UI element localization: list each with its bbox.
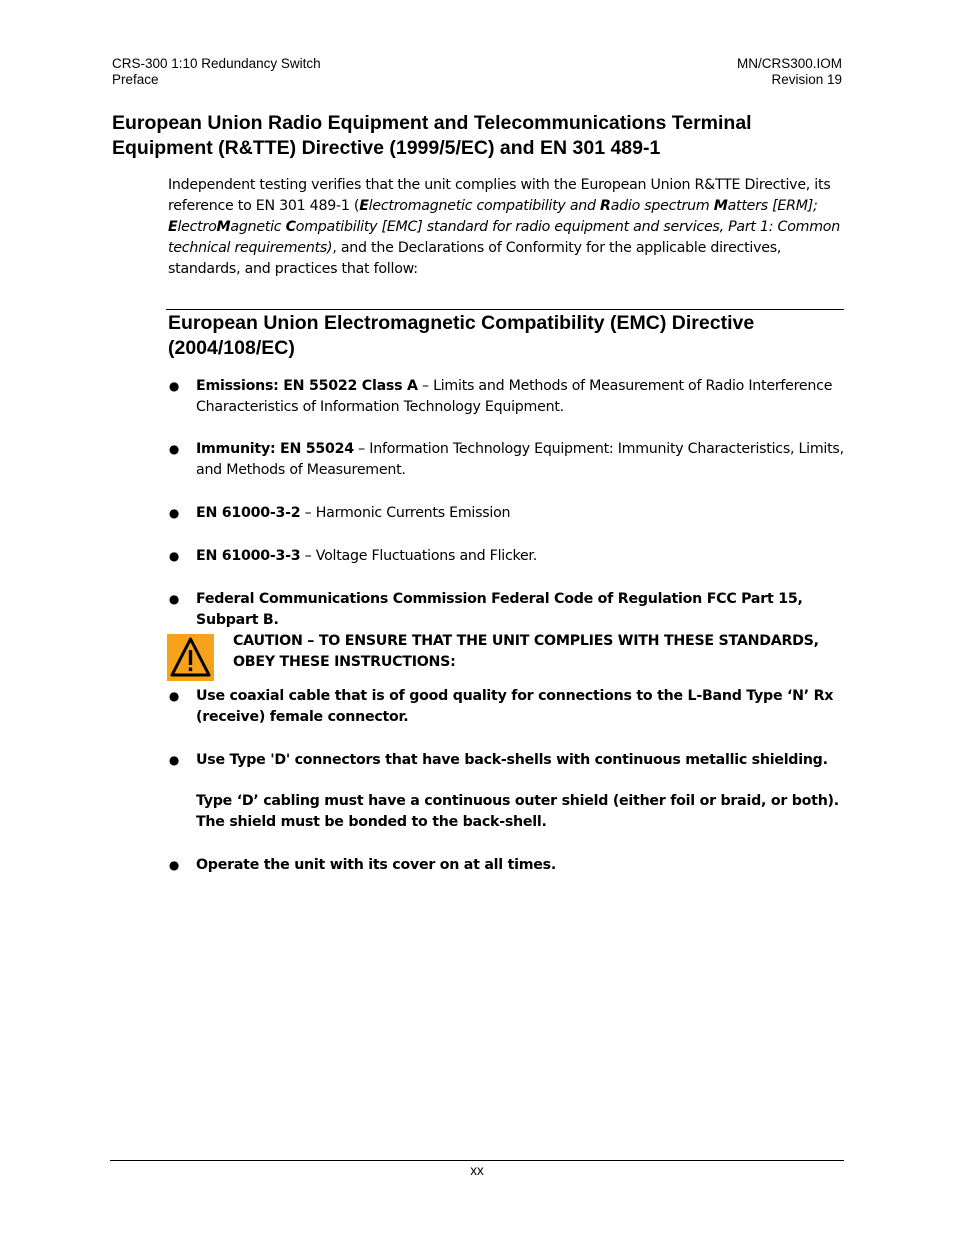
document-revision: Revision 19 xyxy=(771,72,842,87)
page-number: xx xyxy=(470,1163,484,1178)
list-item: ● EN 61000-3-2 – Harmonic Currents Emission xyxy=(168,503,844,524)
list-item: ● Operate the unit with its cover on at all times. xyxy=(168,855,844,876)
section-heading-rtte: European Union Radio Equipment and Telecommunications Terminal Equipment (R&TTE) Directive (1999/5/EC) and EN 301 489-1 xyxy=(112,112,752,159)
list-item: ● Federal Communications Commission Federal Code of Regulation FCC Part 15, Subpart B. xyxy=(168,591,803,628)
bullet-dot-icon: ● xyxy=(168,858,180,872)
bullet-dot-icon: ● xyxy=(168,689,180,703)
bullet-dot-icon: ● xyxy=(168,549,180,563)
section-heading-emc: European Union Electromagnetic Compatibility (EMC) Directive (2004/108/EC) xyxy=(168,312,755,359)
document-title: CRS-300 1:10 Redundancy Switch xyxy=(112,56,321,71)
intro-paragraph: Independent testing verifies that the unit complies with the European Union R&TTE Directive, its reference to EN 301 489-1 (Electromagnetic compatibility and Radio spectrum Matters [ERM]; ElectroMagnetic Compatibility [EMC] standard for radio equipment and services, Part 1: Common technical requirements), and the Declarations of Conformity for the applicable directives, standards, and practices that follow: xyxy=(168,177,840,277)
caution-notice: CAUTION – TO ENSURE THAT THE UNIT COMPLIES WITH THESE STANDARDS, OBEY THESE INSTRUCTIONS: xyxy=(233,633,819,670)
warning-triangle-icon xyxy=(167,634,214,681)
list-item: ● Use Type 'D' connectors that have back-shells with continuous metallic shielding. xyxy=(168,750,844,771)
footer-divider xyxy=(110,1160,844,1161)
bullet-dot-icon: ● xyxy=(168,379,180,393)
list-item-continuation: Type ‘D’ cabling must have a continuous outer shield (either foil or braid, or both). The shield must be bonded to the back-shell. xyxy=(196,793,839,830)
list-item: ● Immunity: EN 55024 – Information Technology Equipment: Immunity Characteristics, Limits, and Methods of Measurement. xyxy=(168,441,844,478)
bullet-dot-icon: ● xyxy=(168,506,180,520)
list-item: ● Emissions: EN 55022 Class A – Limits and Methods of Measurement of Radio Interference Characteristics of Information Technology Equipment. xyxy=(168,378,833,415)
page-header-left xyxy=(112,56,321,88)
section-divider xyxy=(166,309,844,310)
document-section: Preface xyxy=(112,72,159,87)
bullet-dot-icon: ● xyxy=(168,753,180,767)
bullet-dot-icon: ● xyxy=(168,592,180,606)
page-header-right xyxy=(737,56,842,88)
list-item: ● EN 61000-3-3 – Voltage Fluctuations and Flicker. xyxy=(168,546,844,567)
document-number: MN/CRS300.IOM xyxy=(736,56,842,71)
list-item: ● Use coaxial cable that is of good quality for connections to the L-Band Type ‘N’ Rx (receive) female connector. xyxy=(168,688,834,725)
bullet-dot-icon: ● xyxy=(168,442,180,456)
